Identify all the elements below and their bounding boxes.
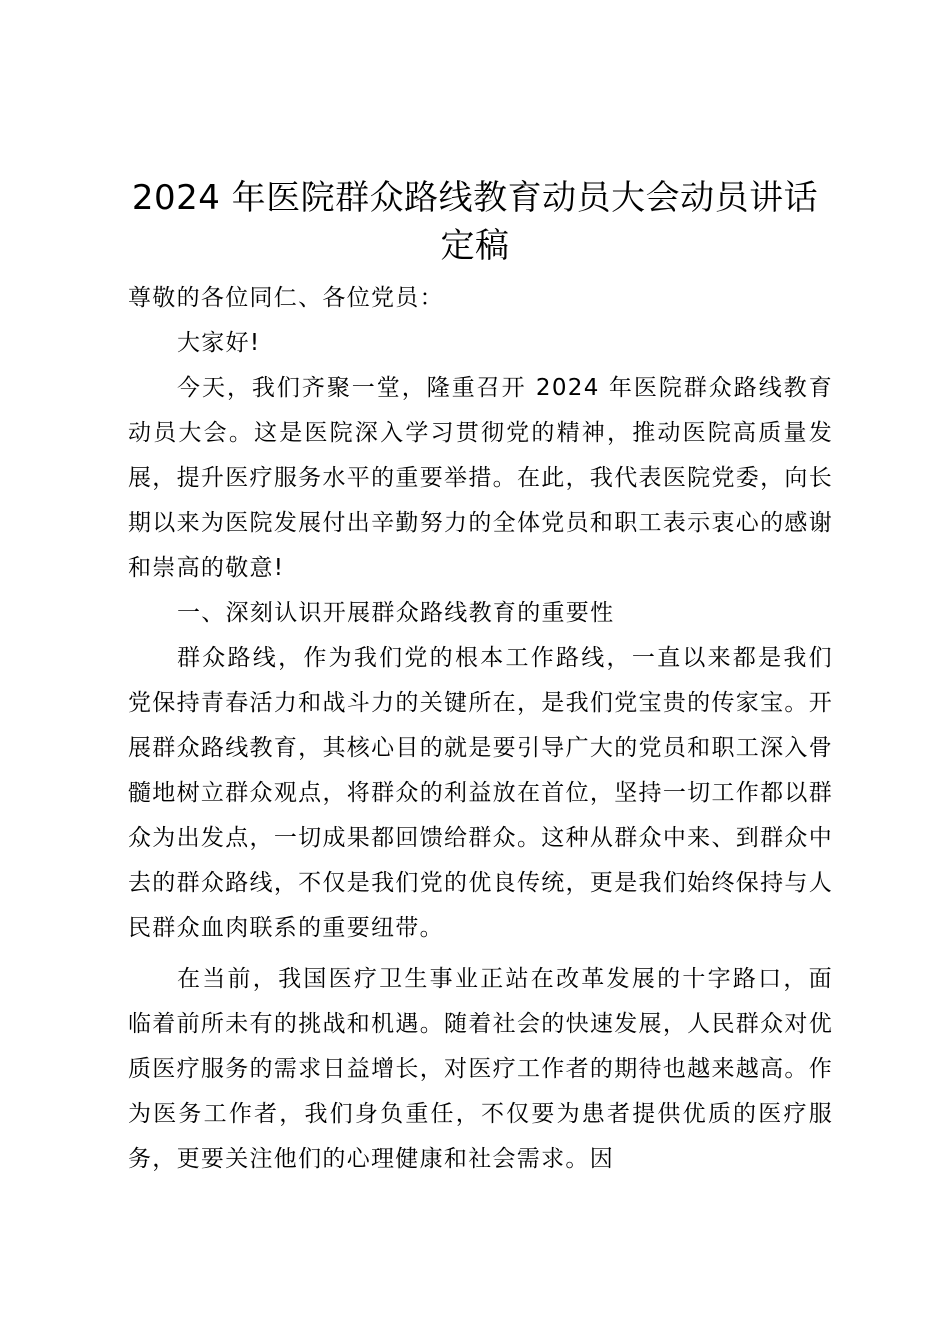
paragraph-mass-line: 群众路线，作为我们党的根本工作路线，一直以来都是我们党保持青春活力和战斗力的关键所在，是我们党宝贵的传家宝。开展群众路线教育，其核心目的就是要引导广大的党员和职工深入骨髓地树立群众观点，将群众的利益放在首位，坚持一切工作都以群众为出发点，一切成果都回馈给群众。这种从群众中来、到群众中去的群众路线，不仅是我们党的优良传统，更是我们始终保持与人民群众血肉联系的重要纽带。 [128, 645, 833, 941]
paragraph-current-situation: 在当前，我国医疗卫生事业正站在改革发展的十字路口，面临着前所未有的挑战和机遇。随着社会的快速发展，人民群众对优质医疗服务的需求日益增长，对医疗工作者的期待也越来越高。作为医务工作者，我们身负重任，不仅要为患者提供优质的医疗服务，更要关注他们的心理健康和社会需求。因 [128, 966, 833, 1172]
document-title-line-2: 定稿 [440, 226, 510, 266]
document-title-line-1: 2024 年医院群众路线教育动员大会动员讲话 [131, 178, 819, 218]
salutation: 尊敬的各位同仁、各位党员： [128, 285, 444, 311]
document-body [128, 276, 833, 1182]
greeting: 大家好! [177, 330, 261, 356]
paragraph-intro: 今天，我们齐聚一堂，隆重召开 2024 年医院群众路线教育动员大会。这是医院深入学习贯彻党的精神，推动医院高质量发展，提升医疗服务水平的重要举措。在此，我代表医院党委，向长期以来为医院发展付出辛勤努力的全体党员和职工表示衷心的感谢和崇高的敬意! [128, 375, 833, 581]
section-heading-1: 一、深刻认识开展群众路线教育的重要性 [177, 600, 615, 626]
